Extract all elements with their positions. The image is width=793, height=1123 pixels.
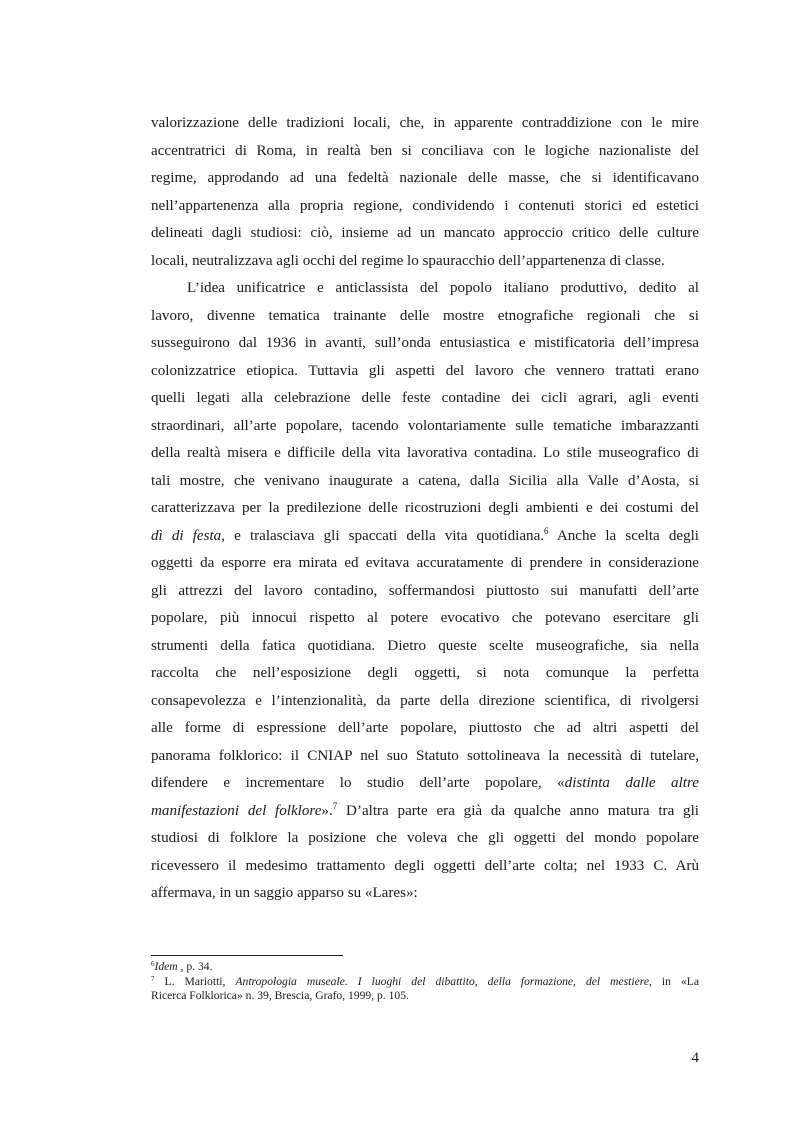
text-line: nell’appartenenza alla propria regione, condividendo i contenuti storici ed estetici	[151, 197, 699, 214]
italic-text: Antropologia museale. I luoghi del dibattito, della formazione, del mestiere	[235, 974, 649, 988]
footnote-marker: 7	[151, 974, 155, 983]
text-line: raccolta che nell’esposizione degli oggetti, si nota comunque la perfetta	[151, 665, 699, 681]
text-line: valorizzazione delle tradizioni locali, che, in apparente contraddizione con le mire	[151, 115, 699, 131]
text-line: strumenti della fatica quotidiana. Dietro queste scelte museografiche, sia nella	[151, 637, 699, 654]
text-line: studiosi di folklore la posizione che voleva che gli oggetti del mondo popolare	[151, 830, 699, 846]
text-line: locali, neutralizzava agli occhi del regime lo spauracchio dell’appartenenza di classe.	[151, 252, 665, 269]
text-line: della realtà misera e difficile della vita lavorativa contadina. Lo stile museografico di	[151, 445, 699, 461]
footnote-7	[151, 975, 699, 990]
text-run: , in «La	[649, 974, 699, 988]
footnotes	[151, 960, 699, 1004]
text-line: straordinari, all’arte popolare, tacendo volontariamente sulle tematiche imbarazzanti	[151, 417, 699, 434]
text-run: D’altra parte era già da qualche anno matura tra gli	[337, 802, 699, 819]
text-run: difendere e incrementare lo studio dell’arte popolare, «	[151, 775, 565, 791]
text-line: tali mostre, che venivano inaugurate a catena, dalla Sicilia alla Valle d’Aosta, si	[151, 472, 699, 489]
italic-text: manifestazioni del folklore	[151, 802, 322, 819]
text-run: , e tralasciava gli spaccati della vita quotidiana.	[221, 527, 545, 544]
footnote-6	[151, 960, 699, 975]
paragraph	[151, 110, 699, 275]
text-run: L. Mariotti,	[154, 974, 236, 988]
text-line: popolare, più innocui rispetto al potere evocativo che potevano esercitare gli	[151, 610, 699, 626]
italic-text: Idem	[154, 960, 178, 973]
text-line: colonizzatrice etiopica. Tuttavia gli aspetti del lavoro che vennero trattati erano	[151, 362, 699, 379]
text-line: susseguirono dal 1936 in avanti, sull’onda entusiastica e mistificatoria dell’impresa	[151, 335, 699, 351]
italic-text: distinta dalle altre	[564, 775, 699, 791]
text-line	[151, 770, 699, 798]
text-run: Anche la scelta degli	[548, 527, 700, 544]
text-line: caratterizzava per la predilezione delle ricostruzioni degli ambienti e dei costumi del	[151, 500, 699, 516]
text-line: oggetti da esporre era mirata ed evitava accuratamente di prendere in considerazione	[151, 555, 699, 571]
text-line	[151, 798, 699, 826]
text-line: accentratrici di Roma, in realtà ben si conciliava con le logiche nazionaliste del	[151, 142, 699, 159]
footnote-marker: 6	[151, 960, 155, 968]
text-run: ».	[321, 802, 333, 819]
paragraph	[151, 275, 699, 908]
footnote-ref: 7	[332, 800, 338, 811]
footnote-7-continued: Ricerca Folklorica» n. 39, Brescia, Grafo, 1999, p. 105.	[151, 989, 409, 1003]
text-line: gli attrezzi del lavoro contadino, soffermandosi piuttosto sui manufatti dell’arte	[151, 582, 699, 599]
text-line: L’idea unificatrice e anticlassista del popolo italiano produttivo, dedito al	[187, 280, 699, 296]
body-text	[151, 110, 699, 908]
italic-text: dì di festa	[151, 527, 222, 544]
text-line: panorama folklorico: il CNIAP nel suo Statuto sottolineava la necessità di tutelare,	[151, 747, 699, 764]
text-line: alle forme di espressione dell’arte popolare, piuttosto che ad altri aspetti del	[151, 720, 699, 736]
page-number: 4	[691, 1050, 699, 1066]
text-line: regime, approdando ad una fedeltà nazionale delle masse, che si identificavano	[151, 170, 699, 186]
text-line: affermava, in un saggio apparso su «Lares»:	[151, 885, 418, 901]
text-line	[151, 523, 699, 551]
text-line: ricevessero il medesimo trattamento degli oggetti dell’arte colta; nel 1933 C. Arù	[151, 857, 699, 874]
text-line: consapevolezza e l’intenzionalità, da parte della direzione scientifica, di rivolgersi	[151, 692, 699, 709]
text-line: delineati dagli studiosi: ciò, insieme ad un mancato approccio critico delle culture	[151, 225, 699, 241]
text-run: , p. 34.	[177, 960, 213, 973]
text-line: lavoro, divenne tematica trainante delle mostre etnografiche regionali che si	[151, 307, 699, 324]
footnote-ref: 6	[544, 525, 549, 536]
text-line: quelli legati alla celebrazione delle feste contadine dei cicli agrari, agli eventi	[151, 390, 699, 406]
footnote-separator	[151, 955, 343, 956]
